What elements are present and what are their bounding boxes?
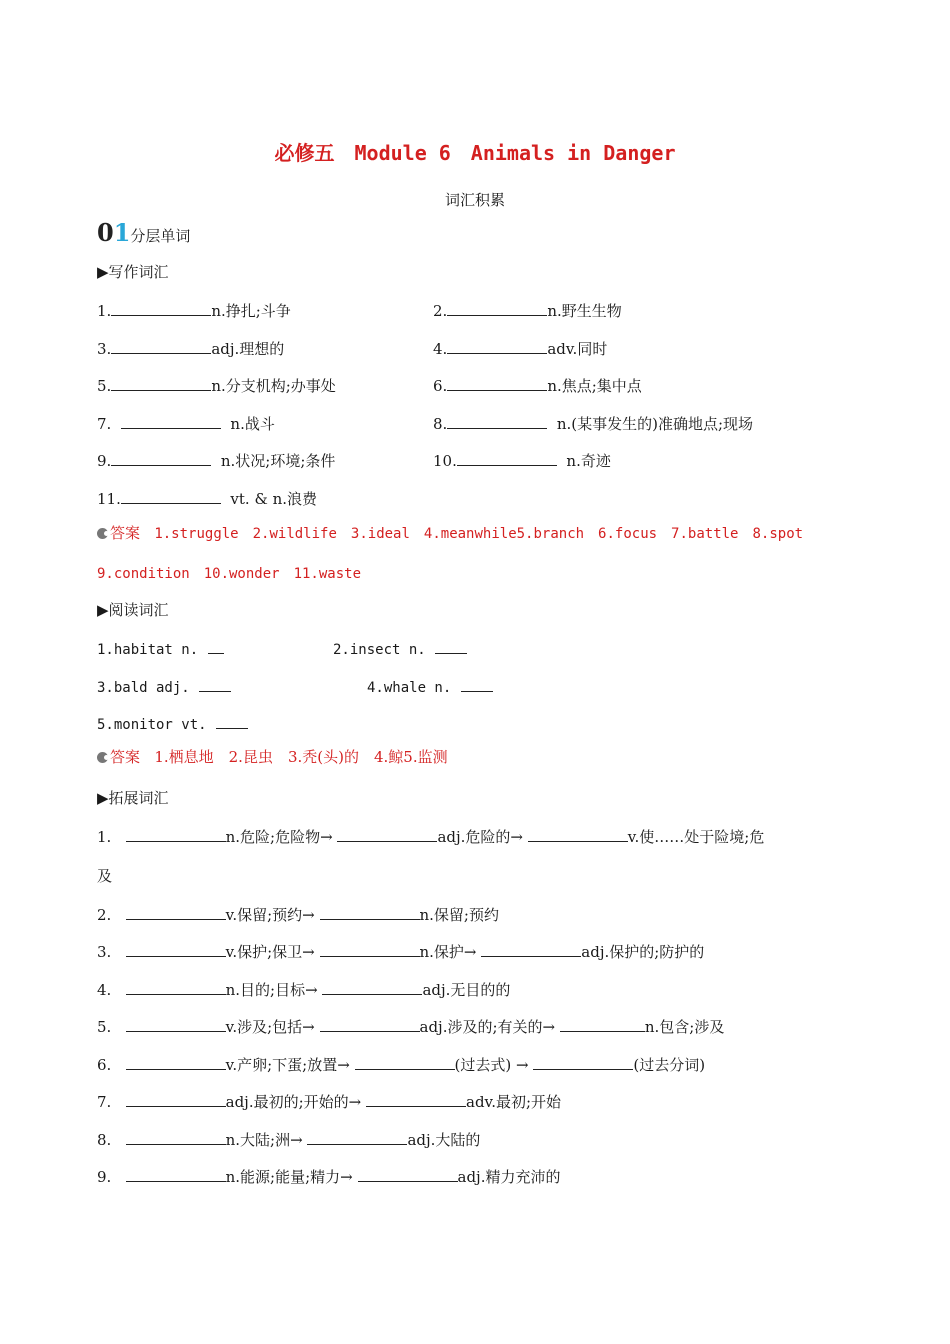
writing-item-4: 4. adv.同时 (433, 340, 608, 358)
answer-icon (97, 752, 108, 763)
answer-blank[interactable] (457, 450, 557, 466)
reading-item-1: 1.habitat n. (97, 638, 224, 660)
answer-blank[interactable] (111, 450, 211, 466)
writing-item-6: 6. n.焦点;集中点 (433, 377, 642, 395)
answer-blank[interactable] (560, 1016, 645, 1032)
answer-blank[interactable] (199, 676, 231, 692)
writing-heading: ▶写作词汇 (97, 263, 169, 281)
answer-blank[interactable] (121, 413, 221, 429)
expand-row-2: 2. v.保留;预约→ n.保留;预约 (97, 906, 499, 924)
writing-item-7: 7. n.战斗 (97, 415, 275, 433)
answer-blank[interactable] (320, 1016, 420, 1032)
answer-blank[interactable] (111, 338, 211, 354)
section-header (97, 218, 190, 251)
expand-row-6: 6. v.产卵;下蛋;放置→ (过去式) → (过去分词) (97, 1056, 706, 1074)
reading-item-2: 2.insect n. (333, 638, 467, 660)
reading-item-3: 3.bald adj. (97, 676, 231, 698)
expand-heading: ▶拓展词汇 (97, 789, 169, 807)
answer-blank[interactable] (320, 904, 420, 920)
answer-blank[interactable] (126, 1129, 226, 1145)
answer-blank[interactable] (533, 1054, 633, 1070)
answer-blank[interactable] (126, 826, 226, 842)
expand-row-8: 8. n.大陆;洲→ adj.大陆的 (97, 1131, 481, 1149)
expand-row-3: 3. v.保护;保卫→ n.保护→ adj.保护的;防护的 (97, 943, 705, 961)
expand-row-1: 1. n.危险;危险物→ adj.危险的→ v.使……处于险境;危 (97, 828, 765, 846)
answer-blank[interactable] (481, 941, 581, 957)
answer-blank[interactable] (447, 338, 547, 354)
reading-answer-line: 答案 1.栖息地 2.昆虫 3.秃(头)的 4.鲸5.监测 (97, 747, 448, 767)
answer-blank[interactable] (126, 1016, 226, 1032)
writing-item-3: 3. adj.理想的 (97, 340, 285, 358)
section-label: 分层单词 (130, 227, 191, 245)
writing-item-8: 8. n.(某事发生的)准确地点;现场 (433, 415, 754, 433)
answer-blank[interactable] (126, 1091, 226, 1107)
page-title: 必修五 Module 6 Animals in Danger (274, 141, 676, 165)
answer-blank[interactable] (366, 1091, 466, 1107)
answer-blank[interactable] (126, 1054, 226, 1070)
answer-blank[interactable] (126, 941, 226, 957)
answer-blank[interactable] (320, 941, 420, 957)
writing-item-11: 11. vt. & n.浪费 (97, 490, 317, 508)
answer-blank[interactable] (126, 979, 226, 995)
answer-blank[interactable] (461, 676, 493, 692)
answer-blank[interactable] (447, 375, 547, 391)
answer-blank[interactable] (111, 300, 211, 316)
writing-item-10: 10. n.奇迹 (433, 452, 611, 470)
expand-row-7: 7. adj.最初的;开始的→ adv.最初;开始 (97, 1093, 562, 1111)
writing-item-5: 5. n.分支机构;办事处 (97, 377, 336, 395)
answer-blank[interactable] (307, 1129, 407, 1145)
page-subtitle: 词汇积累 (444, 191, 505, 209)
writing-item-1: 1. n.挣扎;斗争 (97, 302, 291, 320)
answer-blank[interactable] (447, 300, 547, 316)
answer-icon (97, 528, 108, 539)
answer-blank[interactable] (126, 1166, 226, 1182)
answer-blank[interactable] (322, 979, 422, 995)
reading-item-5: 5.monitor vt. (97, 713, 248, 735)
answer-blank[interactable] (435, 638, 467, 654)
answer-blank[interactable] (337, 826, 437, 842)
answer-blank[interactable] (358, 1166, 458, 1182)
answer-blank[interactable] (121, 488, 221, 504)
answer-blank[interactable] (208, 638, 224, 654)
answer-blank[interactable] (111, 375, 211, 391)
answer-blank[interactable] (126, 904, 226, 920)
writing-answer-line-2: 9.condition 10.wonder 11.waste (97, 566, 362, 582)
writing-answer-line-1: 答案 1.struggle 2.wildlife 3.ideal 4.meanwhile5.branch 6.focus 7.battle 8.spot (97, 523, 803, 544)
answer-blank[interactable] (528, 826, 628, 842)
writing-item-2: 2. n.野生生物 (433, 302, 622, 320)
expand-row-4: 4. n.目的;目标→ adj.无目的的 (97, 981, 511, 999)
answer-blank[interactable] (447, 413, 547, 429)
section-number: 01 (97, 218, 131, 247)
answer-blank[interactable] (355, 1054, 455, 1070)
answer-blank[interactable] (216, 713, 248, 729)
reading-item-4: 4.whale n. (367, 676, 493, 698)
reading-heading: ▶阅读词汇 (97, 601, 169, 619)
writing-item-9: 9. n.状况;环境;条件 (97, 452, 336, 470)
expand-row-1-wrap: 及 (97, 867, 113, 885)
expand-row-5: 5. v.涉及;包括→ adj.涉及的;有关的→ n.包含;涉及 (97, 1018, 725, 1036)
expand-row-9: 9. n.能源;能量;精力→ adj.精力充沛的 (97, 1168, 561, 1186)
